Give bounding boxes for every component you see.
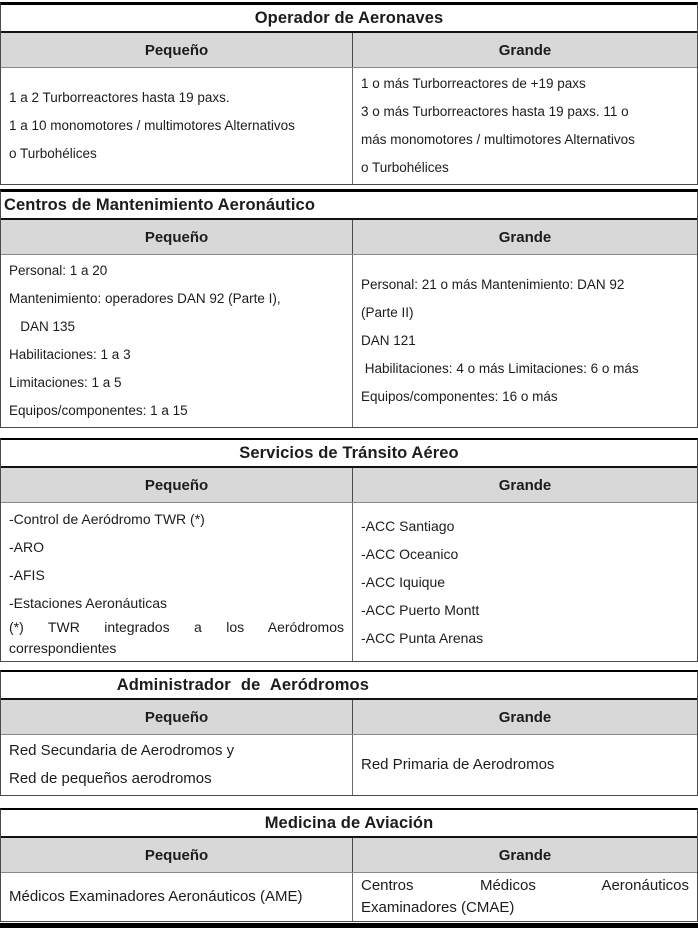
body-line: 1 a 10 monomotores / multimotores Alternativos: [9, 118, 295, 133]
body-line: Mantenimiento: operadores DAN 92 (Parte I),: [9, 291, 281, 306]
footnote-line: correspondientes: [9, 640, 117, 656]
table-title: Operador de Aeronaves: [254, 8, 444, 27]
table-title: Servicios de Tránsito Aéreo: [239, 443, 459, 462]
table-centros-mantenimiento: [0, 189, 698, 428]
body-line: Red de pequeños aerodromos: [9, 770, 212, 787]
body-line: -ACC Santiago: [361, 518, 455, 534]
column-header-pequeno: Pequeño: [1, 700, 353, 734]
table-title-row: [1, 192, 697, 220]
body-line: -ACC Oceanico: [361, 546, 459, 562]
column-header-row: [1, 700, 697, 735]
column-header-row: [1, 838, 697, 873]
body-cell-pequeno: [1, 735, 353, 795]
body-cell-grande: [353, 735, 697, 795]
table-body-row: [1, 873, 697, 921]
body-line: 1 o más Turborreactores de +19 paxs: [361, 76, 586, 91]
footnote-line: (*) TWR integrados a los Aeródromos: [9, 619, 344, 635]
table-body-row: [1, 255, 697, 427]
body-line: -AFIS: [9, 567, 45, 583]
body-line: -ACC Iquique: [361, 574, 446, 590]
body-line: -ARO: [9, 539, 44, 555]
body-line: Personal: 21 o más Mantenimiento: DAN 92: [361, 277, 625, 292]
column-header-pequeno: Pequeño: [1, 220, 353, 254]
table-body-row: [1, 735, 697, 795]
body-cell-grande: [353, 68, 697, 184]
table-title: Medicina de Aviación: [264, 813, 434, 832]
body-line: Red Primaria de Aerodromos: [361, 756, 555, 773]
column-header-pequeno: Pequeño: [1, 33, 353, 67]
body-line: Personal: 1 a 20: [9, 263, 108, 278]
body-line: DAN 135: [9, 319, 76, 334]
table-title: Administrador de Aeródromos: [116, 675, 369, 694]
body-line: -ACC Puerto Montt: [361, 602, 480, 618]
body-line: Equipos/componentes: 1 a 15: [9, 403, 188, 418]
body-cell-pequeno: [1, 503, 353, 661]
column-header-row: [1, 220, 697, 255]
table-title-row: [1, 672, 697, 700]
body-cell-pequeno: [1, 68, 353, 184]
table-body-row: [1, 68, 697, 184]
body-line: Equipos/componentes: 16 o más: [361, 389, 558, 404]
body-line: Habilitaciones: 1 a 3: [9, 347, 131, 362]
column-header-row: [1, 468, 697, 503]
column-header-pequeno: Pequeño: [1, 468, 353, 502]
body-line: DAN 121: [361, 333, 416, 348]
body-line: Habilitaciones: 4 o más Limitaciones: 6 o más: [361, 361, 639, 376]
body-line: Médicos Examinadores Aeronáuticos (AME): [9, 888, 303, 905]
body-line: más monomotores / multimotores Alternativos: [361, 132, 635, 147]
column-header-grande: Grande: [498, 476, 552, 494]
column-header-row: [1, 33, 697, 68]
body-line: Centros Médicos Aeronáuticos: [361, 877, 689, 894]
body-line: -ACC Punta Arenas: [361, 630, 484, 646]
table-title-row: [1, 810, 697, 838]
body-line: Examinadores (CMAE): [361, 899, 515, 916]
column-header-grande: Grande: [498, 708, 552, 726]
table-title-row: [1, 5, 697, 33]
body-cell-pequeno: [1, 255, 353, 427]
body-cell-pequeno: [1, 873, 353, 921]
body-line: -Control de Aeródromo TWR (*): [9, 511, 205, 527]
table-medicina-aviacion: [0, 808, 698, 922]
body-cell-grande: [353, 873, 697, 921]
table-title-row: [1, 440, 697, 468]
column-header-pequeno: Pequeño: [1, 838, 353, 872]
table-operador-de-aeronaves: [0, 2, 698, 185]
body-line: -Estaciones Aeronáuticas: [9, 595, 167, 611]
body-cell-grande: [353, 503, 697, 661]
body-line: 3 o más Turborreactores hasta 19 paxs. 11 o: [361, 104, 629, 119]
body-line: Red Secundaria de Aerodromos y: [9, 742, 235, 759]
body-line: Limitaciones: 1 a 5: [9, 375, 122, 390]
column-header-grande: Grande: [498, 41, 552, 59]
table-administrador-aerodromos: [0, 670, 698, 796]
body-line: 1 a 2 Turborreactores hasta 19 paxs.: [9, 90, 230, 105]
body-line: o Turbohélices: [9, 146, 97, 161]
column-header-grande: Grande: [498, 228, 552, 246]
table-body-row: [1, 503, 697, 661]
body-line: o Turbohélices: [361, 160, 449, 175]
column-header-grande: Grande: [498, 846, 552, 864]
table-servicios-transito-aereo: [0, 438, 698, 662]
table-title: Centros de Mantenimiento Aeronáutico: [4, 195, 316, 214]
body-line: (Parte II): [361, 305, 414, 320]
body-cell-grande: [353, 255, 697, 427]
